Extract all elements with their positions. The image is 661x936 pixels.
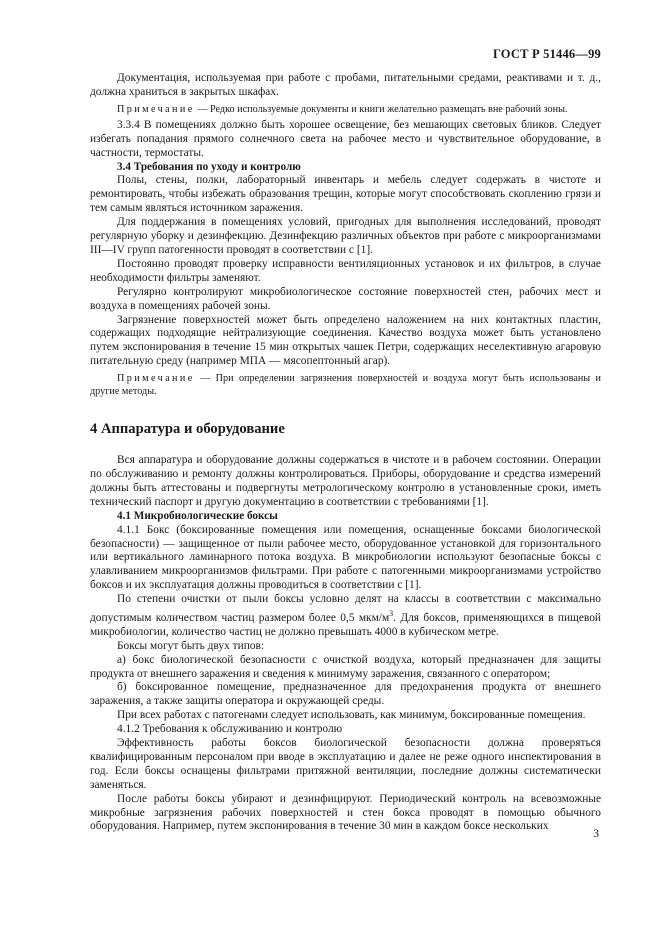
heading-3-4: 3.4 Требования по уходу и контролю — [117, 160, 301, 173]
text-run: . Для боксов, применяющихся в пищевой микробиологии, количество частиц не должно превышать 4000 в кубическом метре. — [90, 611, 601, 638]
standard-header: ГОСТ Р 51446—99 — [492, 47, 601, 61]
list-item: б) боксированное помещение, предназначенное для предохранения продукта от внешнего заражения, а также защиты оператора и окружающей среды. — [90, 681, 601, 708]
superscript: 3 — [389, 609, 394, 619]
paragraph: Для поддержания в помещениях условий, пригодных для выполнения исследований, проводят регулярную уборку и дезинфекцию. Дезинфекцию различных объектов при работе с микроорганизмами III—IV групп патогенности проводят в соответствии с [1]. — [90, 216, 601, 256]
paragraph: Загрязнение поверхностей может быть определено наложением на них контактных пластин, содержащих подходящие нейтрализующие соединения. Качество воздуха может быть установлено путем экспонирования в течение 15 мин открытых чашек Петри, содержащих неселективную агаровую питательную среду (например МПА — мясопептонный агар). — [90, 313, 601, 368]
paragraph: При всех работах с патогенами следует использовать, как минимум, боксированные помещения. — [117, 709, 586, 722]
paragraph: Документация, используемая при работе с пробами, питательными средами, реактивами и т. д., должна храниться в закрытых шкафах. — [90, 72, 601, 98]
note — [90, 372, 601, 398]
page-content — [90, 72, 601, 834]
paragraph: Полы, стены, полки, лабораторный инвентарь и мебель следует содержать в чистоте и ремонтировать, чтобы избежать образования трещин, которые могут способствовать скоплению грязи и тем самым являться источником заражения. — [90, 174, 601, 215]
paragraph — [90, 593, 601, 640]
paragraph: Постоянно проводят проверку исправности вентиляционных установок и их фильтров, в случае необходимости фильтры заменяют. — [90, 257, 601, 284]
section-3-3-4: 3.3.4 В помещениях должно быть хорошее освещение, без мешающих световых бликов. Следует избегать попадания прямого солнечного света на рабочее место и чувствительное оборудование, в частности, термостаты. — [90, 118, 601, 159]
text-run: По степени очистки от пыли боксы условно делят на классы в соответствии с максимально допустимым количеством частиц размером более 0,5 мкм/м — [90, 593, 601, 624]
paragraph: Регулярно контролируют микробиологическое состояние поверхностей стен, рабочих мест и воздуха в помещениях рабочей зоны. — [90, 285, 601, 312]
heading-4-1: 4.1 Микробиологические боксы — [117, 509, 278, 522]
paragraph: Боксы могут быть двух типов: — [117, 639, 265, 652]
note-text: — Редко используемые документы и книги желательно размещать вне рабочий зоны. — [194, 103, 568, 115]
note-label: Примечание — [117, 373, 195, 385]
paragraph: Эффективность работы боксов биологической безопасности должна проверяться квалифицированным персоналом при вводе в эксплуатацию и далее не реже одного инспектирования в год. Если боксы оснащены фильтрами притяжной вентиляции, последние должны систематически заменяться. — [90, 737, 601, 791]
heading-section-4: 4 Аппаратура и оборудование — [90, 421, 285, 438]
note-label: Примечание — [117, 103, 195, 115]
note — [90, 103, 601, 116]
paragraph: Вся аппаратура и оборудование должны содержаться в чистоте и в рабочем состоянии. Операции по обслуживанию и ремонту должны контролироваться. Приборы, оборудование и средства измерений должны быть аттестованы и подвергнуты метрологическому контролю в установленные сроки, иметь технический паспорт и другую документацию в соответствии с требованиями [1]. — [90, 454, 601, 508]
section-4-1-2: 4.1.2 Требования к обслуживанию и контролю — [117, 723, 343, 736]
list-item: а) бокс биологической безопасности с очисткой воздуха, который предназначен для защиты продукта от внешнего заражения и сведения к минимуму заражения, связанного с оператором; — [90, 653, 601, 680]
page-number: 3 — [593, 828, 599, 840]
section-4-1-1: 4.1.1 Бокс (боксированные помещения или помещения, оснащенные боксами биологической безопасности) — защищенное от пыли рабочее место, оборудованное установкой для горизонтального или вертикального ламинарного потока воздуха. В микробиологии используют безопасные боксы с улавливанием микроорганизмов фильтрами. При работе с патогенными микроорганизмами устройство боксов и их эксплуатация должны проводиться в соответствии с [1]. — [90, 523, 601, 592]
paragraph: После работы боксы убирают и дезинфицируют. Периодический контроль на всевозможные микробные загрязнения рабочих поверхностей и стен бокса проводят в помощью обычного оборудования. Например, путем экспонирования в течение 30 мин в каждом боксе нескольких — [90, 792, 601, 833]
note-text: — При определении загрязнения поверхностей и воздуха могут быть использованы и другие методы. — [90, 373, 601, 398]
